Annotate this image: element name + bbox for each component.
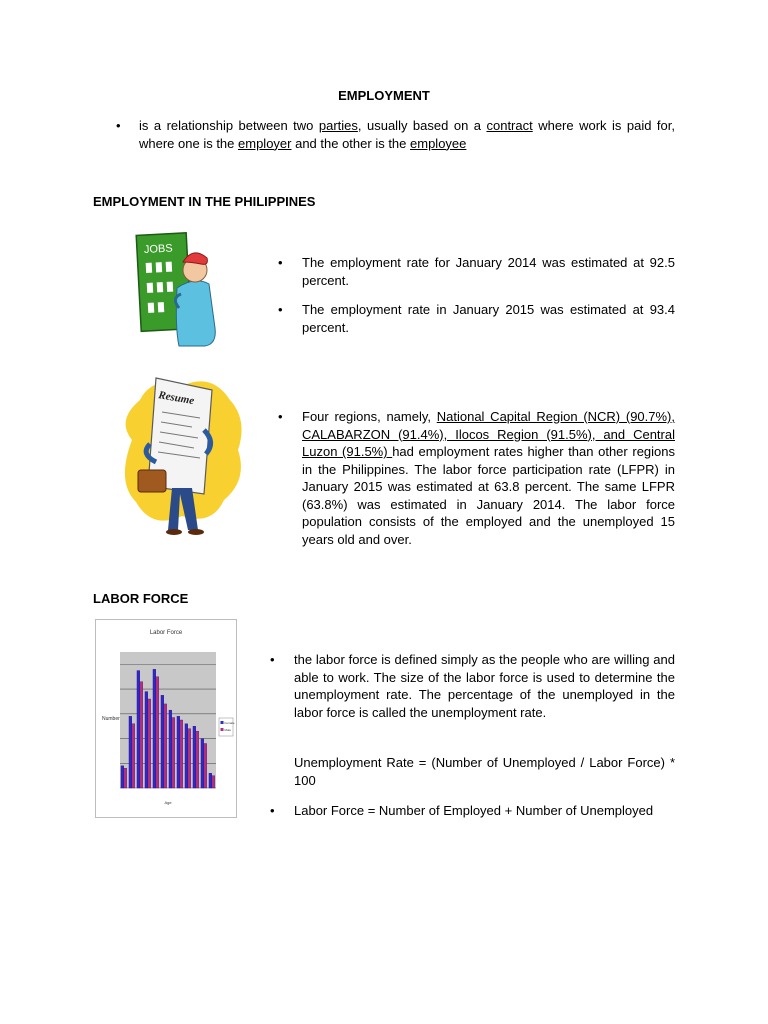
chart-bar [156, 677, 159, 788]
employer-link[interactable]: employer [238, 135, 292, 151]
chart-bar [145, 692, 148, 788]
bullet-marker: • [278, 302, 283, 317]
chart-bar [153, 669, 156, 788]
chart-bar [212, 776, 215, 788]
chart-bar [140, 682, 143, 788]
section-heading-philippines: EMPLOYMENT IN THE PHILIPPINES [93, 194, 316, 209]
chart-bar [209, 773, 212, 788]
jobs-board-clipart [135, 228, 225, 348]
chart-bar [137, 671, 140, 788]
regions-employment-text [302, 408, 675, 548]
chart-xlabel: Age [164, 800, 172, 805]
jobs-board-label: JOBS [143, 242, 173, 257]
employment-definition [139, 117, 675, 152]
chart-title: Labor Force [149, 630, 183, 636]
chart-legend-swatch [221, 721, 224, 724]
chart-legend-label: Female [224, 721, 235, 725]
definition-text: and the other is the [291, 135, 411, 151]
chart-bar [161, 695, 164, 788]
chart-bar [121, 766, 124, 788]
resume-label: Resume [157, 389, 196, 408]
chart-bar [148, 699, 151, 788]
labor-force-chart-frame [95, 619, 237, 818]
chart-bar [201, 739, 204, 788]
regions-link[interactable]: National Capital Region (NCR) (90.7%), CALABARZON (91.4%), Ilocos Region (91.5%), and Central Luzon (91.5%) [302, 409, 676, 459]
bullet-marker: • [270, 652, 275, 667]
chart-bar [180, 720, 183, 788]
definition-text: where work is paid for, where one is the [139, 118, 676, 151]
resume-person-clipart [112, 370, 248, 542]
chart-legend-swatch [221, 728, 224, 731]
employee-link[interactable]: employee [410, 135, 467, 151]
page-title: EMPLOYMENT [338, 88, 430, 103]
bullet-marker: • [270, 803, 275, 818]
labor-force-chart [96, 620, 236, 817]
chart-legend-label: Male [224, 728, 232, 732]
chart-bar [188, 729, 191, 788]
employment-rate-2015: The employment rate in January 2015 was estimated at 93.4 percent. [302, 302, 675, 335]
chart-bar [172, 718, 175, 788]
chart-bar [204, 743, 207, 788]
contract-link[interactable]: contract [486, 118, 533, 133]
regions-text-body: had employment rates higher than other regions in the Philippines. The labor force participation rate (LFPR) in January 2015 was estimated at 63.8 percent. The same LFPR (63.8%) was estimated in January 2014. The labor force population consists of the employed and the unemployed 15 years old and over. [302, 444, 675, 547]
chart-bar [169, 710, 172, 788]
chart-ylabel: Number [102, 716, 120, 722]
bullet-marker: • [278, 255, 283, 270]
regions-text-intro: Four regions, namely, [302, 409, 437, 424]
chart-bar [129, 716, 132, 788]
bullet-marker: • [116, 118, 121, 133]
chart-bar [185, 724, 188, 788]
chart-bar [193, 726, 196, 788]
section-heading-labor-force: LABOR FORCE [93, 591, 189, 606]
chart-bar [132, 724, 135, 788]
chart-bar [177, 716, 180, 788]
chart-bar [196, 731, 199, 788]
labor-force-formula: Labor Force = Number of Employed + Number of Unemployed [294, 803, 654, 818]
chart-bar [164, 704, 167, 788]
employment-rate-2014: The employment rate for January 2014 was estimated at 92.5 percent. [302, 255, 675, 288]
chart-bar [124, 768, 127, 788]
definition-text: , usually based on a [357, 118, 487, 133]
labor-force-definition: the labor force is defined simply as the people who are willing and able to work. The size of the labor force is used to determine the unemployment rate. The percentage of the unemployed in the labor force is called the unemployment rate. [294, 652, 675, 720]
unemployment-rate-formula: Unemployment Rate = (Number of Unemployed / Labor Force) * 100 [294, 755, 675, 788]
parties-link[interactable]: parties [318, 118, 358, 133]
bullet-marker: • [278, 409, 283, 424]
definition-text: is a relationship between two [139, 118, 319, 133]
